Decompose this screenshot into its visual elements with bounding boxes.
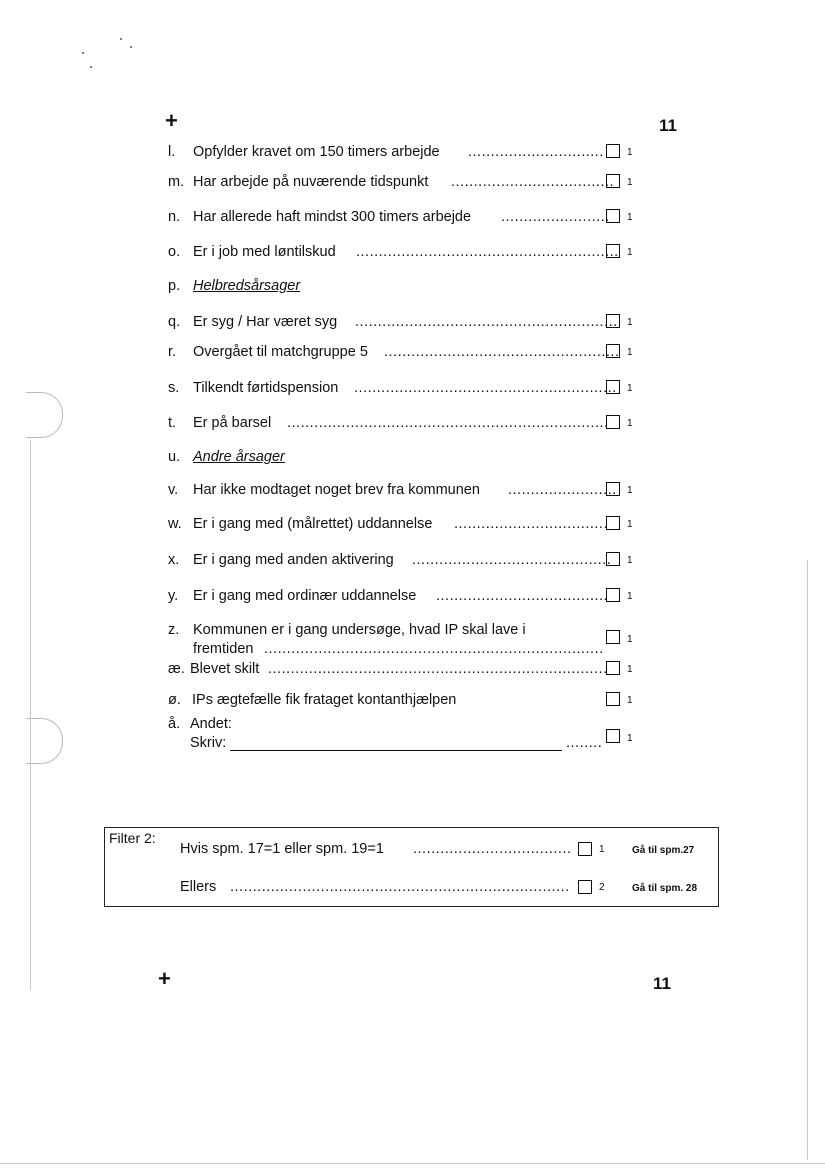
question-row-ae <box>168 659 638 679</box>
question-row-x <box>168 550 638 570</box>
checkbox[interactable] <box>606 552 620 566</box>
item-text: Er syg / Har været syg <box>193 314 338 330</box>
checkbox[interactable] <box>606 344 620 358</box>
scan-speck <box>120 38 122 40</box>
skip-instruction: Gå til spm. 28 <box>632 883 698 894</box>
answer-code: 1 <box>627 383 633 394</box>
answer-code: 1 <box>627 347 633 358</box>
scan-edge-bottom <box>0 1163 825 1164</box>
page-number-bottom: 11 <box>653 974 671 993</box>
filter-condition-text: Ellers <box>180 879 217 895</box>
checkbox[interactable] <box>606 588 620 602</box>
item-letter: w. <box>168 516 182 532</box>
answer-code: 1 <box>627 317 633 328</box>
item-letter: r. <box>168 344 177 360</box>
item-letter: n. <box>168 209 181 225</box>
write-in-line[interactable] <box>230 750 562 751</box>
leader-dots: ........................................................................... <box>230 879 570 895</box>
leader-dots: ........................................................................... <box>264 641 604 657</box>
scan-speck <box>90 66 92 68</box>
checkbox[interactable] <box>606 729 620 743</box>
item-letter: ø. <box>168 692 181 708</box>
question-row-w <box>168 514 638 534</box>
leader-dots: ...................................... <box>436 588 609 604</box>
item-letter: v. <box>168 482 179 498</box>
item-text-continued: Skriv: <box>190 735 227 751</box>
item-text: Har arbejde på nuværende tidspunkt <box>193 174 429 190</box>
checkbox[interactable] <box>578 842 592 856</box>
item-text: Blevet skilt <box>190 661 260 677</box>
leader-dots: ........................ <box>508 482 617 498</box>
answer-code: 1 <box>627 177 633 188</box>
leader-dots: ........ <box>566 735 603 751</box>
item-letter: æ. <box>168 661 185 677</box>
filter-box <box>104 827 719 907</box>
question-row-y <box>168 586 638 606</box>
item-letter: t. <box>168 415 177 431</box>
leader-dots: .................................... <box>451 174 615 190</box>
checkbox[interactable] <box>606 692 620 706</box>
scan-edge-left <box>30 440 31 990</box>
question-row-o <box>168 242 638 262</box>
question-row-z <box>168 620 638 660</box>
punch-hole-bottom <box>26 718 63 764</box>
page-number-top: 11 <box>659 116 677 135</box>
leader-dots: .............................. <box>468 144 604 160</box>
scan-speck <box>82 52 84 54</box>
checkbox[interactable] <box>606 380 620 394</box>
question-row-s <box>168 378 638 398</box>
checkbox[interactable] <box>606 174 620 188</box>
question-row-oe <box>168 690 638 710</box>
scan-speck <box>130 46 132 48</box>
item-text: Er i gang med (målrettet) uddannelse <box>193 516 433 532</box>
item-text: Er i gang med ordinær uddannelse <box>193 588 417 604</box>
item-text: Er i gang med anden aktivering <box>193 552 394 568</box>
item-text: Er i job med løntilskud <box>193 244 336 260</box>
answer-code: 1 <box>627 485 633 496</box>
item-letter: q. <box>168 314 181 330</box>
section-heading-health <box>168 276 638 296</box>
answer-code: 2 <box>599 882 605 893</box>
leader-dots: .......................................................... <box>355 314 618 330</box>
checkbox[interactable] <box>606 516 620 530</box>
answer-code: 1 <box>627 664 633 675</box>
item-text-continued: fremtiden <box>193 641 254 657</box>
checkbox[interactable] <box>578 880 592 894</box>
skip-instruction: Gå til spm.27 <box>632 845 695 856</box>
item-letter: y. <box>168 588 179 604</box>
answer-code: 1 <box>627 147 633 158</box>
leader-dots: ........................ <box>501 209 610 225</box>
leader-dots: .......................................................... <box>356 244 619 260</box>
answer-code: 1 <box>599 844 605 855</box>
leader-dots: ....................................................................... <box>287 415 609 431</box>
item-text: Kommunen er i gang undersøge, hvad IP skal lave i <box>193 622 526 638</box>
filter-label: Filter 2: <box>109 830 156 846</box>
item-letter: u. <box>168 449 181 465</box>
section-heading-text: Andre årsager <box>193 449 285 465</box>
answer-code: 1 <box>627 733 633 744</box>
item-letter: o. <box>168 244 181 260</box>
scan-edge-right <box>807 560 808 1160</box>
leader-dots: ................................... <box>413 841 572 857</box>
item-letter: z. <box>168 622 180 638</box>
checkbox[interactable] <box>606 209 620 223</box>
punch-hole-top <box>26 392 63 438</box>
item-text: Tilkendt førtidspension <box>193 380 339 396</box>
answer-code: 1 <box>627 247 633 258</box>
question-row-m <box>168 172 638 192</box>
registration-mark-top: + <box>165 108 178 133</box>
answer-code: 1 <box>627 695 633 706</box>
item-text: Opfylder kravet om 150 timers arbejde <box>193 144 440 160</box>
item-text: Har ikke modtaget noget brev fra kommunen <box>193 482 480 498</box>
item-letter: p. <box>168 278 181 294</box>
question-row-v <box>168 480 638 500</box>
checkbox[interactable] <box>606 661 620 675</box>
checkbox[interactable] <box>606 144 620 158</box>
leader-dots: .................................. <box>454 516 608 532</box>
checkbox[interactable] <box>606 314 620 328</box>
item-letter: l. <box>168 144 176 160</box>
answer-code: 1 <box>627 591 633 602</box>
leader-dots: .......................................................... <box>354 380 617 396</box>
question-row-t <box>168 413 638 433</box>
answer-code: 1 <box>627 519 633 530</box>
question-row-aa <box>168 714 638 754</box>
question-row-q <box>168 312 638 332</box>
item-letter: s. <box>168 380 180 396</box>
item-letter: m. <box>168 174 185 190</box>
leader-dots: ............................................ <box>412 552 612 568</box>
question-row-n <box>168 207 638 227</box>
item-letter: å. <box>168 716 181 732</box>
leader-dots: ........................................................................... <box>268 661 608 677</box>
answer-code: 1 <box>627 634 633 645</box>
question-row-l <box>168 142 638 162</box>
item-text: Er på barsel <box>193 415 272 431</box>
checkbox[interactable] <box>606 482 620 496</box>
registration-mark-bottom: + <box>158 966 171 991</box>
question-row-r <box>168 342 638 362</box>
checkbox[interactable] <box>606 415 620 429</box>
item-letter: x. <box>168 552 180 568</box>
item-text: Andet: <box>190 716 232 732</box>
section-heading-text: Helbredsårsager <box>193 278 301 294</box>
filter-row-else <box>180 877 715 897</box>
answer-code: 1 <box>627 212 633 223</box>
checkbox[interactable] <box>606 630 620 644</box>
section-heading-other <box>168 447 638 467</box>
filter-condition-text: Hvis spm. 17=1 eller spm. 19=1 <box>180 841 384 857</box>
checkbox[interactable] <box>606 244 620 258</box>
item-text: IPs ægtefælle fik frataget kontanthjælpen <box>192 692 457 708</box>
item-text: Overgået til matchgruppe 5 <box>193 344 368 360</box>
leader-dots: .................................................... <box>384 344 620 360</box>
answer-code: 1 <box>627 555 633 566</box>
filter-row-if <box>180 839 715 859</box>
item-text: Har allerede haft mindst 300 timers arbejde <box>193 209 472 225</box>
answer-code: 1 <box>627 418 633 429</box>
